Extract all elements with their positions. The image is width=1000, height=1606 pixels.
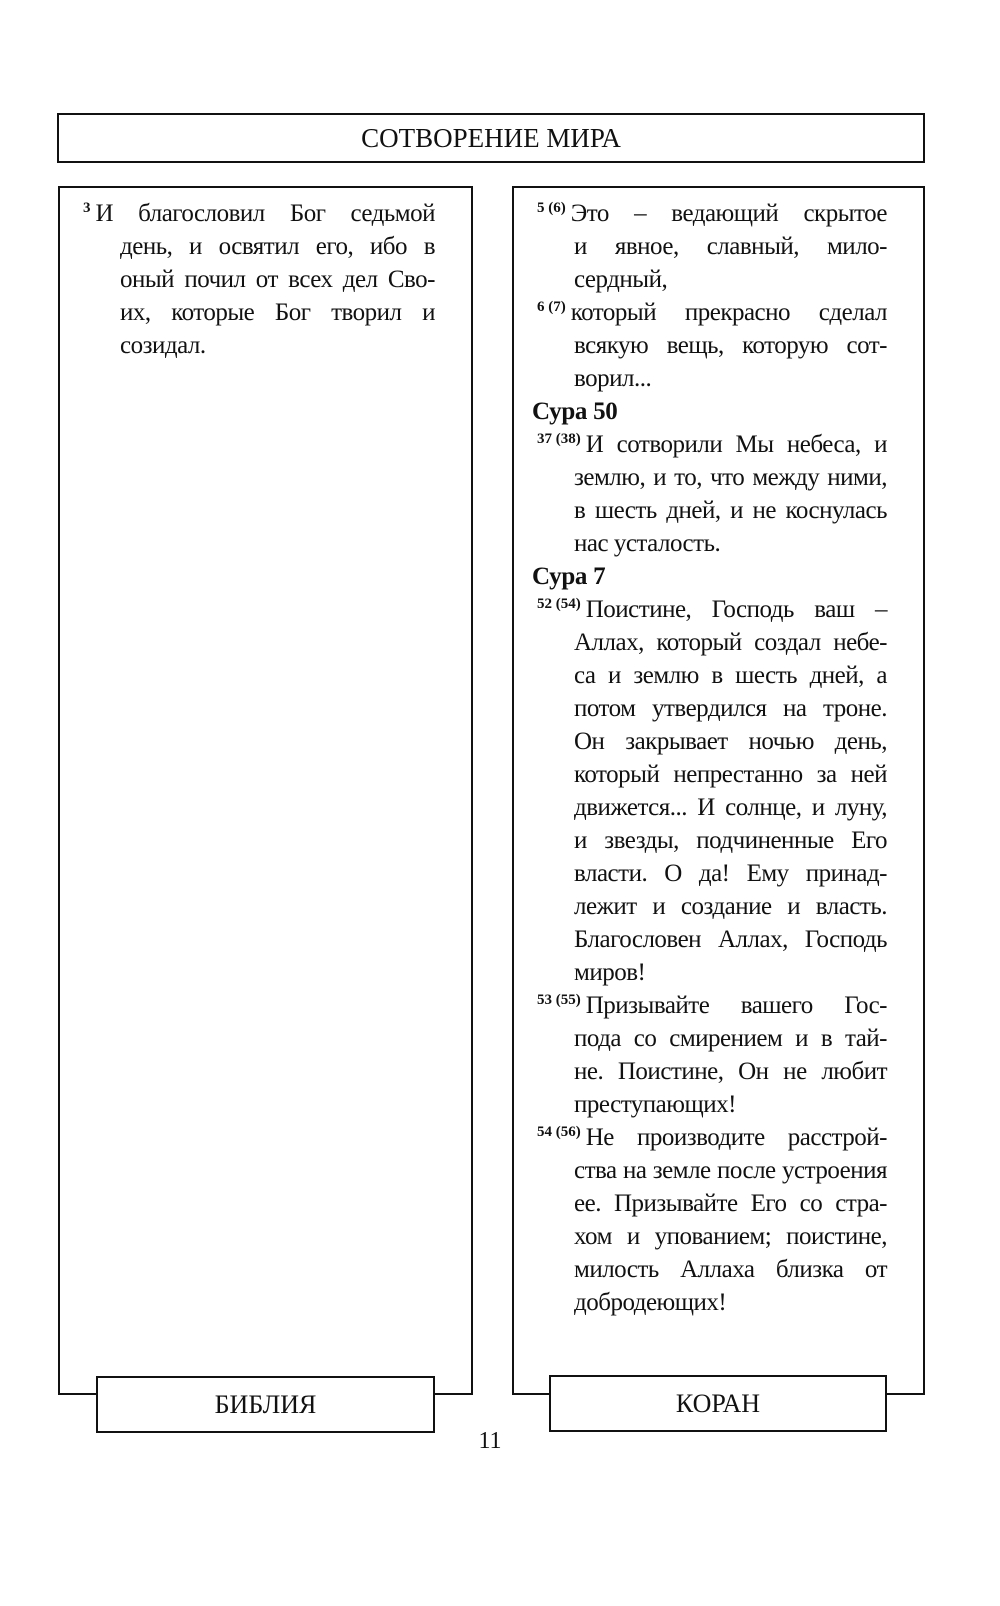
verse-number-alt: (38) (555, 431, 581, 447)
quran-verse-6 (537, 296, 887, 395)
verse-line: хом и упованием; поистине, (574, 1223, 887, 1250)
verse-line: добродеющих! (574, 1289, 727, 1316)
verse-line: и звезды, подчиненные Его (574, 827, 887, 854)
verse-line: ворил... (574, 365, 652, 392)
verse-line-text: Призывайте вашего Гос- (585, 992, 887, 1019)
verse-line: Он закрывает ночью день, (574, 728, 887, 755)
verse-line: преступающих! (574, 1091, 736, 1118)
quran-column (512, 186, 925, 1395)
bible-label-box (96, 1376, 435, 1433)
verse-number-main: 6 (537, 299, 545, 315)
verse-number-main: 53 (537, 992, 552, 1008)
quran-verse-54 (537, 1121, 887, 1319)
verse-number-alt: (7) (548, 299, 566, 315)
verse-line: власти. О да! Ему принад- (574, 860, 887, 887)
verse-line: Аллах, который создал небе- (574, 629, 887, 656)
verse-line: их, которые Бог творил и (120, 299, 435, 326)
bible-verse-3 (83, 197, 435, 362)
verse-number-main: 54 (537, 1124, 552, 1140)
verse-number-alt: (6) (548, 200, 566, 216)
verse-line (537, 989, 887, 1022)
verse-line: всякую вещь, которую сот- (574, 332, 887, 359)
verse-line: ее. Призывайте Его со стра- (574, 1190, 887, 1217)
quran-label-box (549, 1375, 887, 1432)
verse-line-text: который прекрасно сделал (570, 299, 887, 326)
page-number: 11 (478, 1428, 502, 1454)
quran-verse-53 (537, 989, 887, 1121)
verse-line (537, 593, 887, 626)
verse-line: пода со смирением и в тай- (574, 1025, 887, 1052)
verse-number (537, 1116, 581, 1149)
verse-line (537, 1121, 887, 1154)
verse-line: день, и освятил его, ибо в (120, 233, 435, 260)
quran-verse-37 (537, 428, 887, 560)
verse-line-text: И благословил Бог седьмой (95, 200, 435, 227)
verse-line (537, 296, 887, 329)
verse-line-text: Это – ведающий скрытое (570, 200, 887, 227)
verse-line: сердный, (574, 266, 668, 293)
verse-number-alt: (56) (555, 1124, 581, 1140)
verse-line: землю, и то, что между ними, (574, 464, 887, 491)
verse-line: лежит и создание и власть. (574, 893, 887, 920)
verse-line: ства на земле после устроения (574, 1157, 887, 1184)
verse-line (83, 197, 435, 230)
verse-number (537, 984, 581, 1017)
verse-line: миров! (574, 959, 646, 986)
verse-line: в шесть дней, и не коснулась (574, 497, 887, 524)
verse-number-alt: (54) (555, 596, 581, 612)
quran-verse-52 (537, 593, 887, 989)
quran-label: КОРАН (675, 1388, 761, 1418)
verse-number (537, 291, 566, 324)
quran-verse-5 (537, 197, 887, 296)
verse-line: движется... И солнце, и луну, (574, 794, 887, 821)
verse-number-main: 52 (537, 596, 552, 612)
verse-line: который непрестанно за ней (574, 761, 887, 788)
verse-number (537, 423, 581, 456)
verse-line: и явное, славный, мило- (574, 233, 887, 260)
verse-line: оный почил от всех дел Сво- (120, 266, 435, 293)
verse-line-text: Не производите расстрой- (585, 1124, 887, 1151)
verse-number-alt: (55) (555, 992, 581, 1008)
bible-column (58, 186, 473, 1395)
verse-line: Благословен Аллах, Господь (574, 926, 887, 953)
verse-number: 3 (83, 200, 91, 216)
verse-line: нас усталость. (574, 530, 721, 557)
sura-heading: Сура 50 (532, 398, 618, 425)
verse-line: созидал. (120, 332, 206, 359)
verse-number (537, 192, 566, 225)
verse-line: потом утвердился на троне. (574, 695, 887, 722)
verse-line: са и землю в шесть дней, а (574, 662, 887, 689)
verse-line: милость Аллаха близка от (574, 1256, 887, 1283)
chapter-title-box (57, 113, 925, 163)
verse-line: не. Поистине, Он не любит (574, 1058, 887, 1085)
verse-line-text: Поистине, Господь ваш – (585, 596, 887, 623)
sura-heading: Сура 7 (532, 563, 606, 590)
chapter-title: СОТВОРЕНИЕ МИРА (361, 122, 621, 153)
verse-number-main: 37 (537, 431, 552, 447)
verse-line-text: И сотворили Мы небеса, и (585, 431, 887, 458)
verse-line (537, 197, 887, 230)
verse-line (537, 428, 887, 461)
bible-label: БИБЛИЯ (214, 1389, 317, 1419)
verse-number (537, 588, 581, 621)
verse-number-main: 5 (537, 200, 545, 216)
